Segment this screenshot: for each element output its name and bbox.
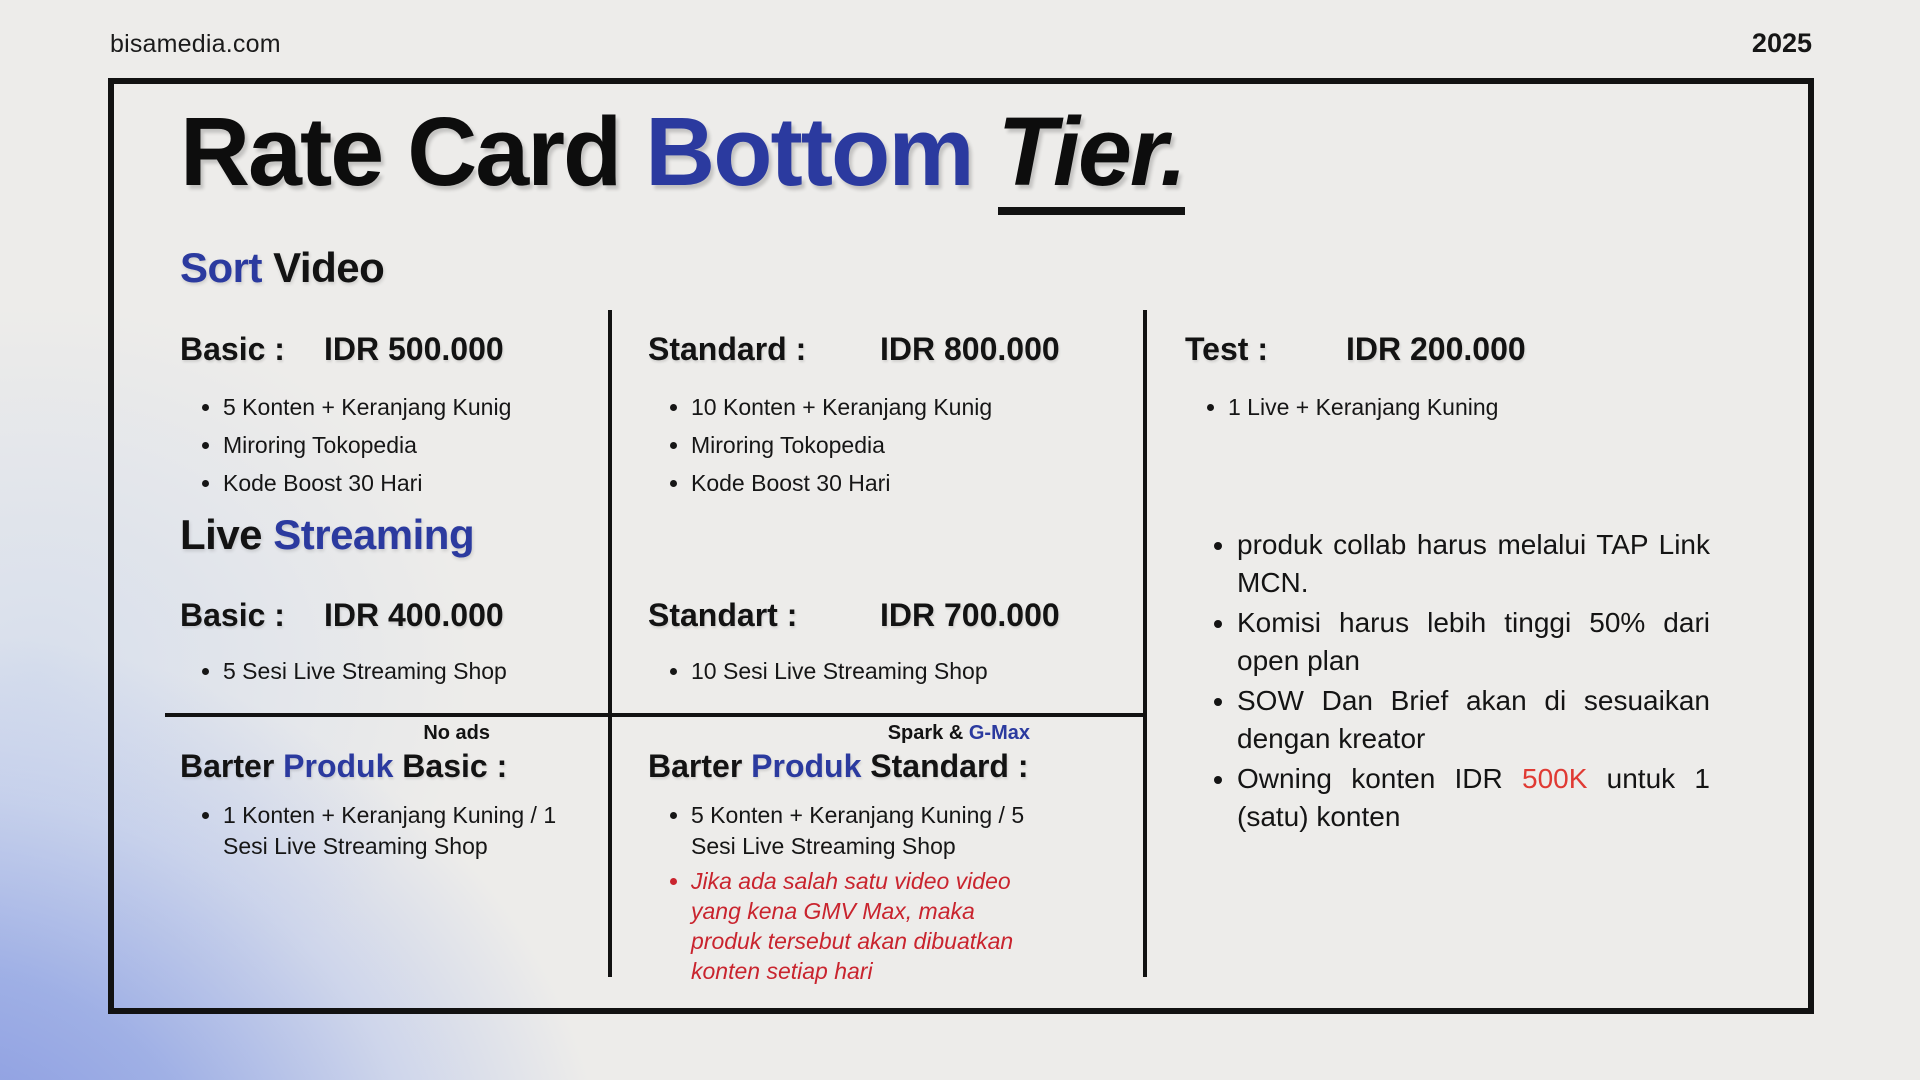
heading-basic: Basic : [402, 748, 508, 784]
plan-price: IDR 700.000 [880, 597, 1060, 633]
plan-live-basic [180, 597, 504, 634]
plan-test-bullets [1201, 392, 1498, 430]
gmv-max-warning [664, 866, 1016, 986]
heading-video: Video [273, 244, 385, 291]
title-bottom: Bottom [645, 97, 973, 206]
heading-produk: Produk [751, 748, 862, 784]
list-item: • 5 Sesi Live Streaming Shop [223, 656, 507, 687]
list-item: • Kode Boost 30 Hari [691, 468, 992, 499]
list-item: • 1 Live + Keranjang Kuning [1228, 392, 1498, 423]
row-divider [165, 713, 1147, 717]
barter-standard-bullets [664, 800, 1036, 869]
heading-sort: Sort [180, 244, 262, 291]
heading-barter: Barter [648, 748, 743, 784]
list-item: • Kode Boost 30 Hari [223, 468, 511, 499]
plan-price: IDR 200.000 [1346, 331, 1526, 367]
heading-barter: Barter [180, 748, 275, 784]
rate-card-frame [108, 78, 1814, 1014]
plan-price: IDR 500.000 [324, 331, 504, 367]
section-heading-live-streaming [180, 511, 474, 559]
plan-label: Standard : [648, 331, 807, 367]
plan-label: Basic : [180, 597, 285, 633]
list-item: • 10 Konten + Keranjang Kunig [691, 392, 992, 423]
list-item: • Miroring Tokopedia [691, 430, 992, 461]
plan-label: Standart : [648, 597, 798, 633]
plan-label: Basic : [180, 331, 285, 367]
plan-test [1185, 331, 1526, 368]
plan-live-standart [648, 597, 1060, 634]
plan-live-basic-bullets [196, 656, 507, 694]
tag-spark: Spark & [887, 722, 964, 744]
heading-produk: Produk [283, 748, 394, 784]
note-item [1237, 760, 1710, 836]
note-item: • Komisi harus lebih tinggi 50% dari open plan [1237, 604, 1710, 680]
list-item: • 5 Konten + Keranjang Kunig [223, 392, 511, 423]
plan-short-video-basic [180, 331, 504, 368]
title-tier: Tier. [998, 97, 1186, 215]
terms-notes-list [1205, 526, 1710, 838]
tag-spark-gmax [648, 722, 1030, 745]
price-highlight: 500K [1522, 763, 1588, 794]
note-item: • produk collab harus melalui TAP Link MCN. [1237, 526, 1710, 602]
heading-standard: Standard : [870, 748, 1029, 784]
list-item: • Miroring Tokopedia [223, 430, 511, 461]
title-rate-card: Rate Card [180, 97, 621, 206]
heading-barter-produk-standard [648, 748, 1029, 785]
plan-price: IDR 800.000 [880, 331, 1060, 367]
column-divider-right [1143, 310, 1147, 977]
heading-streaming: Streaming [273, 511, 475, 558]
barter-basic-bullets [196, 800, 568, 869]
page-title [180, 96, 1185, 208]
tag-label: No ads [423, 722, 490, 744]
list-item: • 10 Sesi Live Streaming Shop [691, 656, 988, 687]
site-url: bisamedia.com [110, 30, 281, 58]
list-item: • 1 Konten + Keranjang Kuning / 1 Sesi Live Streaming Shop [223, 800, 568, 862]
note-text: Owning konten IDR [1237, 763, 1522, 794]
plan-short-video-standard [648, 331, 1060, 368]
note-item: • SOW Dan Brief akan di sesuaikan dengan kreator [1237, 682, 1710, 758]
heading-barter-produk-basic [180, 748, 507, 785]
plan-short-video-basic-bullets [196, 392, 511, 506]
list-item: • 5 Konten + Keranjang Kuning / 5 Sesi Live Streaming Shop [691, 800, 1036, 862]
plan-live-standart-bullets [664, 656, 988, 694]
tag-no-ads [180, 722, 490, 745]
warning-item: • Jika ada salah satu video video yang kena GMV Max, maka produk tersebut akan dibuatkan konten setiap hari [691, 866, 1016, 986]
plan-short-video-standard-bullets [664, 392, 992, 506]
note-text: untuk 1 (satu) konten [1237, 763, 1710, 832]
column-divider-left [608, 310, 612, 977]
tag-gmax: G-Max [968, 722, 1030, 744]
plan-price: IDR 400.000 [324, 597, 504, 633]
section-heading-sort-video [180, 244, 384, 292]
plan-label: Test : [1185, 331, 1268, 367]
heading-live: Live [180, 511, 263, 558]
year-label: 2025 [1751, 28, 1812, 58]
